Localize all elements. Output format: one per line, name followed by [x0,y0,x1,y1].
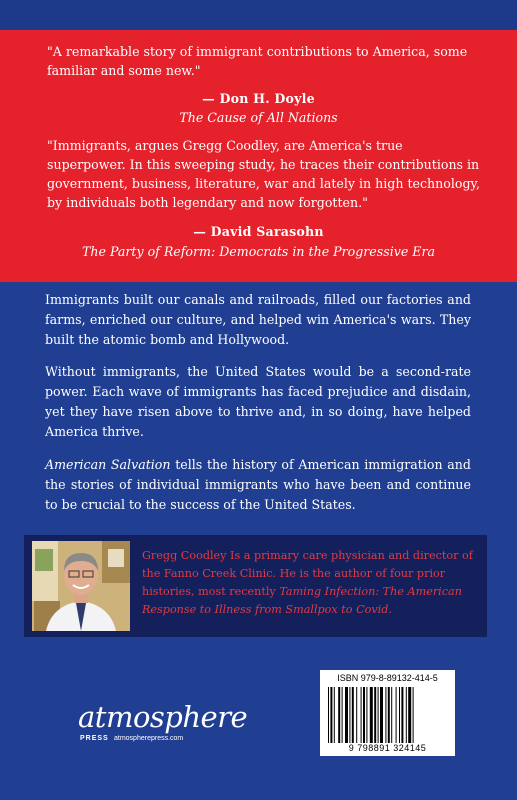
publisher-logo [78,700,248,748]
blurb-paragraph-2: Without immigrants, the United States would be a second-rate power. Each wave of immigrants has faced prejudice and disdain, yet they have risen above to thrive and, in so doing, have helped America thrive. [45,364,471,439]
quote-2-line-2: superpower. In this sweeping study, he traces their contributions in [47,157,480,172]
quote-2-line-4: by individuals both legendary and now forgotten." [47,195,368,210]
quote-1-line-2: familiar and some new." [47,63,201,78]
quote-2-book: The Party of Reform: Democrats in the Progressive Era [81,244,436,259]
barcode-icon [326,687,449,743]
quote-2-line-3: government, business, literature, war and lately in high technology, [47,176,480,191]
isbn-ean-number: 9 798891 324145 [348,743,427,753]
barcode-bar [342,687,343,743]
barcode-bar [356,687,357,743]
quote-1-line-1: "A remarkable story of immigrant contributions to America, some [47,44,468,59]
barcode-bar [406,687,407,743]
author-bio-box [24,535,487,637]
barcode-bar [396,687,397,743]
publisher-imprint: PRESS [80,735,109,742]
barcode-bar [378,687,379,743]
quote-2-author: — David Sarasohn [193,224,324,239]
quote-1-book: The Cause of All Nations [179,110,338,125]
barcode-bar [366,687,367,743]
isbn-label: ISBN 979-8-89132-414-5 [337,673,438,683]
author-recent-book: Taming Infection: The American Response to Illness from Smallpox to Covid. [142,585,462,616]
barcode-bar [385,687,386,743]
isbn-barcode-box [320,670,455,756]
publisher-name: atmosphere [78,700,248,734]
barcode-bar [352,687,354,743]
barcode-bar [388,687,390,743]
barcode-bar [380,687,383,743]
author-bio-text: Gregg Coodley Is a primary care physician and director of the Fanno Creek Clinic. He is the author of four prior histories, most recently [142,549,473,598]
barcode-bar [330,687,332,743]
barcode-bar [391,687,392,743]
barcode-bar [370,687,373,743]
publisher-url: atmospherepress.com [114,735,184,742]
barcode-bar [361,687,362,743]
barcode-bar [334,687,335,743]
book-title: American Salvation [45,457,171,472]
top-strip [0,0,517,30]
quote-1-author: — Don H. Doyle [202,91,315,106]
barcode-bar [374,687,376,743]
blurb-paragraph-1: Immigrants built our canals and railroads, filled our factories and farms, enriched our culture, and helped win America's wars. They built the atomic bomb and Hollywood. [45,292,471,347]
author-bio [142,547,480,619]
barcode-bar [338,687,340,743]
barcode-bar [401,687,403,743]
author-portrait-image [32,541,130,631]
barcode-bar [345,687,348,743]
endorsement-panel [0,30,517,282]
barcode-bar [413,687,414,743]
barcode-bar [328,687,329,743]
barcode-bar [363,687,365,743]
barcode-bar [349,687,350,743]
barcode-bar [408,687,411,743]
blurb-paragraph-3-text: tells the history of American immigration and the stories of individual immigrants who have been and continue to be crucial to the success of the United States. [45,457,471,512]
barcode-bar [399,687,400,743]
quote-2-line-1: "Immigrants, argues Gregg Coodley, are America's true [47,138,403,153]
blurb-paragraph-3 [45,455,471,515]
author-photo [32,541,130,631]
